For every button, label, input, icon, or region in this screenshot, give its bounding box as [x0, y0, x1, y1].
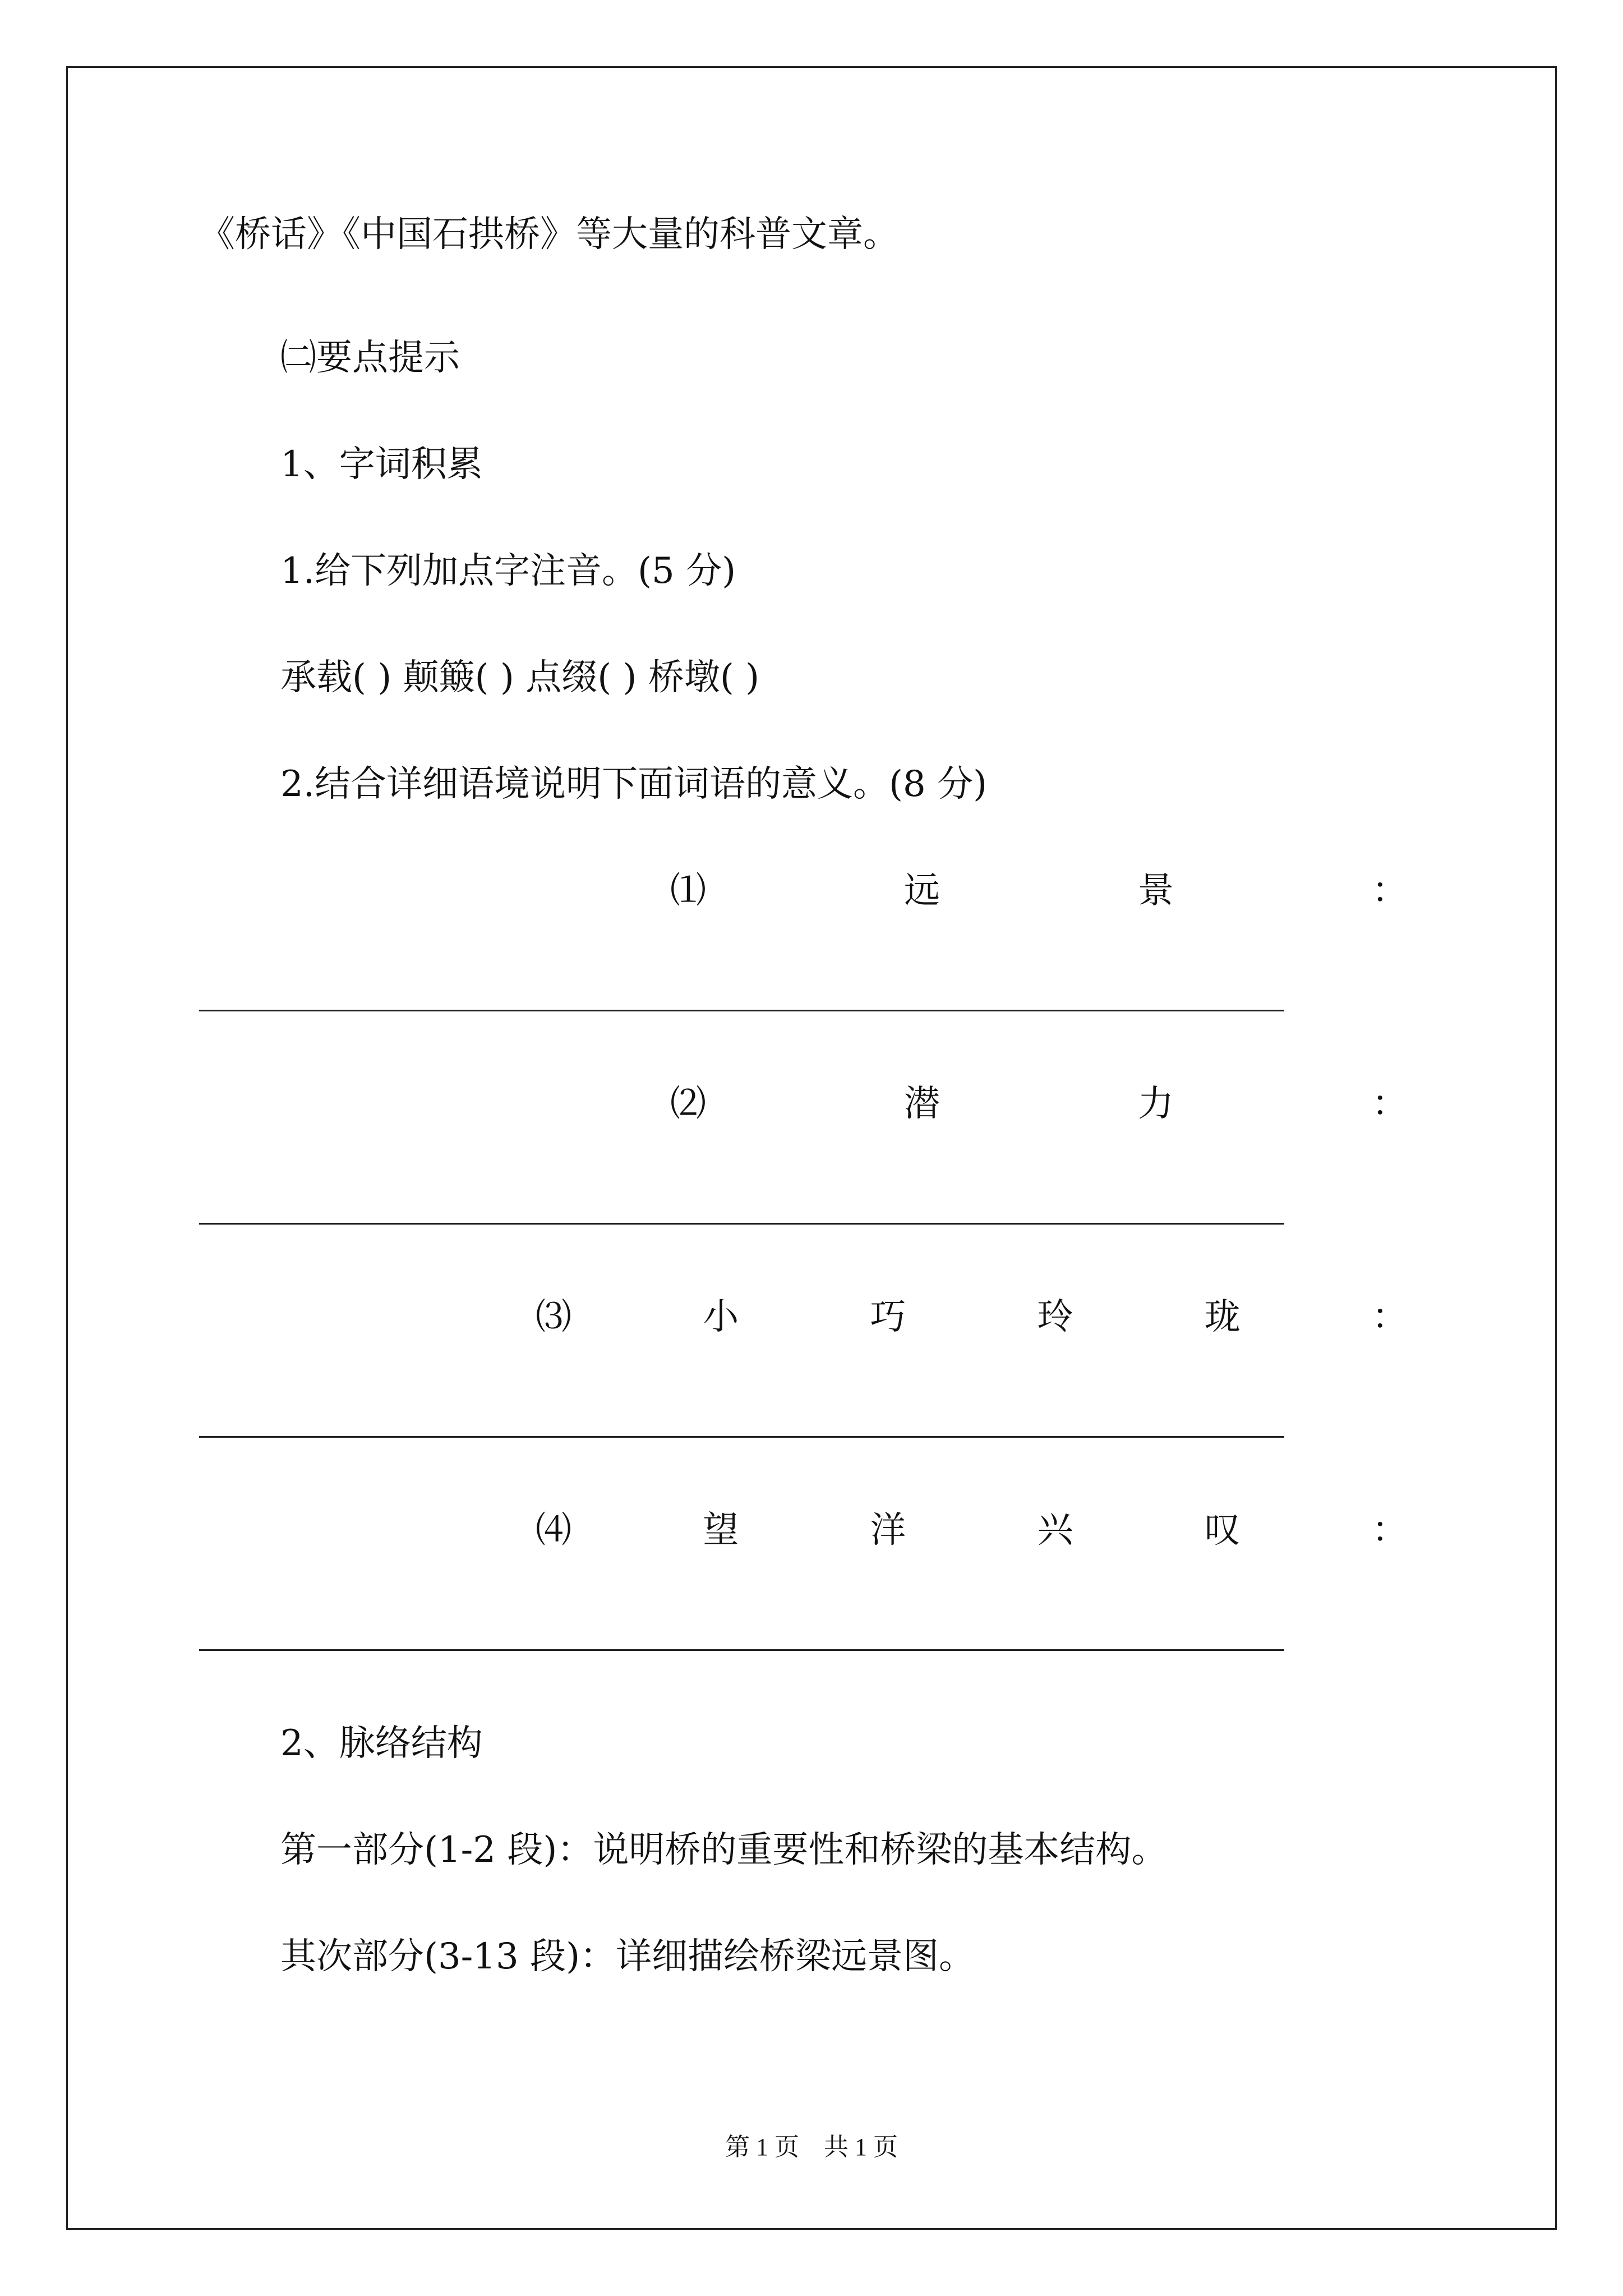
- subheading-vocabulary: 1、字词积累: [280, 444, 483, 485]
- page-border: [66, 66, 1557, 2230]
- q2-item-4: [536, 1508, 1408, 1553]
- answer-blank-2: [199, 1223, 1284, 1225]
- q2-item-1: [670, 868, 1408, 913]
- q2-item-1-number: ⑴: [670, 870, 706, 912]
- q2-item-4-char-4: 叹: [1204, 1510, 1241, 1551]
- q2-item-2: [670, 1082, 1408, 1126]
- q2-item-1-char-2: 景: [1138, 870, 1174, 912]
- q2-item-4-number: ⑷: [536, 1510, 571, 1551]
- q2-item-2-char-1: 潜: [904, 1083, 940, 1125]
- q2-item-3-char-4: 珑: [1204, 1296, 1241, 1338]
- q2-item-2-colon: ：: [1372, 1083, 1408, 1125]
- subheading-structure: 2、脉络结构: [280, 1723, 483, 1764]
- intro-line: 《桥话》《中国石拱桥》等大量的科普文章。: [199, 214, 899, 255]
- question-1-items: 承载( ) 颠簸( ) 点缀( ) 桥墩( ): [280, 657, 760, 698]
- q2-item-3-char-3: 玲: [1037, 1296, 1073, 1338]
- q2-item-3: [536, 1295, 1408, 1340]
- q2-item-4-colon: ：: [1371, 1510, 1408, 1551]
- q2-item-4-char-1: 望: [703, 1510, 739, 1551]
- answer-blank-3: [199, 1436, 1284, 1438]
- question-1: 1.给下列加点字注音。(5 分): [280, 550, 736, 592]
- q2-item-4-char-2: 洋: [870, 1510, 906, 1551]
- q2-item-3-char-1: 小: [703, 1296, 739, 1338]
- answer-blank-1: [199, 1010, 1284, 1011]
- q2-item-2-number: ⑵: [670, 1083, 706, 1125]
- q2-item-3-char-2: 巧: [870, 1296, 906, 1338]
- question-2: 2.结合详细语境说明下面词语的意义。(8 分): [280, 763, 988, 805]
- structure-part-2: 其次部分(3-13 段)：详细描绘桥梁远景图。: [280, 1936, 975, 1977]
- q2-item-2-char-2: 力: [1138, 1083, 1174, 1125]
- q2-item-1-char-1: 远: [904, 870, 940, 912]
- q2-item-3-number: ⑶: [536, 1296, 571, 1338]
- q2-item-3-colon: ：: [1371, 1296, 1408, 1338]
- q2-item-4-char-3: 兴: [1037, 1510, 1073, 1551]
- section-heading-key-points: ㈡要点提示: [280, 337, 460, 379]
- q2-item-1-colon: ：: [1372, 870, 1408, 912]
- page-footer: 第 1 页 共 1 页: [725, 2133, 898, 2161]
- answer-blank-4: [199, 1649, 1284, 1651]
- structure-part-1: 第一部分(1-2 段)：说明桥的重要性和桥梁的基本结构。: [280, 1829, 1168, 1871]
